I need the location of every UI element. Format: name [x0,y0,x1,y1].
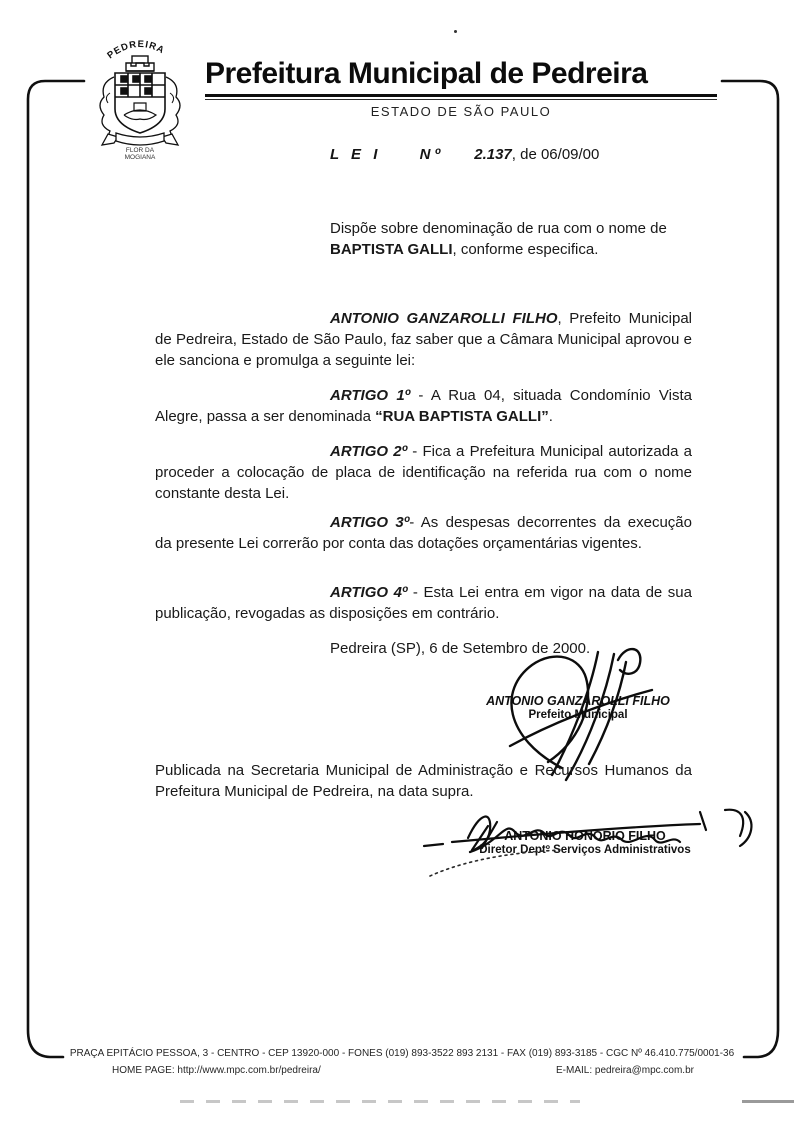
crest-motto-line1: FLOR DA [125,147,155,154]
scan-speck [454,30,457,33]
pedreira-coat-of-arms [88,33,192,159]
title-underline-thin [205,99,717,100]
footer-address: PRAÇA EPITÁCIO PESSOA, 3 - CENTRO - CEP 13920-000 - FONES (019) 893-3522 893 2131 - FAX (019) 893-3185 - CGC Nº 46.410.775/0001-36 [66,1048,738,1059]
dateline: Pedreira (SP), 6 de Setembro de 2000. [330,640,591,657]
mayor-signature-name: ANTONIO GANZAROLLI FILHO [486,694,670,708]
director-signature-role: Diretor Deptº Serviços Administrativos [479,844,691,856]
article-1-paragraph [155,385,692,427]
article-1-street-name: “RUA BAPTISTA GALLI” [375,408,549,425]
article-4-paragraph [155,582,692,624]
ementa-text: Dispõe sobre denominação de rua com o nome de [330,220,667,237]
crest-motto-line2: MOGIANA [124,154,156,159]
article-1-text: - A Rua 04, situada Condomínio Vista Alegre, passa a ser denominada [155,387,692,425]
law-no-label: N º [419,146,441,163]
scan-artifact-line [180,1100,580,1103]
director-handwritten-signature [415,785,785,885]
law-number-line [330,146,599,163]
article-4-text: - Esta Lei entra em vigor na data de sua publicação, revogadas as disposições em contrário. [155,584,692,622]
letterhead-subtitle: ESTADO DE SÃO PAULO [370,104,552,119]
mayor-signature-role: Prefeito Municipal [528,709,628,721]
crest-ribbon [102,133,178,145]
article-4-label: ARTIGO 4º [330,584,408,601]
article-3-label: ARTIGO 3º [330,514,410,531]
article-1-tail: . [548,408,553,425]
law-label: L E I [330,146,382,163]
preamble-text: , Prefeito Municipal de Pedreira, Estado de São Paulo, faz saber que a Câmara Municipal aprovou e ele sanciona e promulga a seguinte lei: [155,310,693,369]
article-1-label: ARTIGO 1º [330,387,411,404]
crest-crown [126,56,154,71]
letterhead-title: Prefeitura Municipal de Pedreira [205,57,648,90]
law-number: 2.137 [474,146,512,163]
article-2-label: ARTIGO 2º [330,443,408,460]
crest-shield [115,73,165,133]
footer-email: E-MAIL: pedreira@mpc.com.br [556,1065,694,1076]
title-underline-thick [205,94,717,97]
mayor-name-inline: ANTONIO GANZAROLLI FILHO [330,310,558,327]
director-signature-name: ANTONIO HONORIO FILHO [504,829,666,843]
article-3-text: - As despesas decorrentes da execução da presente Lei correrão por conta das dotações orçamentárias vigentes. [155,514,692,552]
scan-artifact-dash [742,1100,794,1103]
ementa-paragraph [330,218,698,260]
article-2-paragraph [155,441,692,504]
article-3-paragraph [155,512,692,554]
article-2-text: - Fica a Prefeitura Municipal autorizada a proceder a colocação de placa de identificação na referida rua com o nome constante desta Lei. [155,443,692,502]
preamble-paragraph [155,308,692,371]
ementa-street-name: BAPTISTA GALLI [330,241,453,258]
footer-homepage: HOME PAGE: http://www.mpc.com.br/pedreira/ [112,1065,321,1076]
crest-city-name: PEDREIRA [105,38,167,62]
law-date: , de 06/09/00 [511,146,600,163]
publication-paragraph: Publicada na Secretaria Municipal de Administração e Recursos Humanos da Prefeitura Municipal de Pedreira, na data supra. [155,762,692,800]
ementa-tail: , conforme especifica. [452,241,599,258]
svg-text:PEDREIRA [105,39,166,61]
